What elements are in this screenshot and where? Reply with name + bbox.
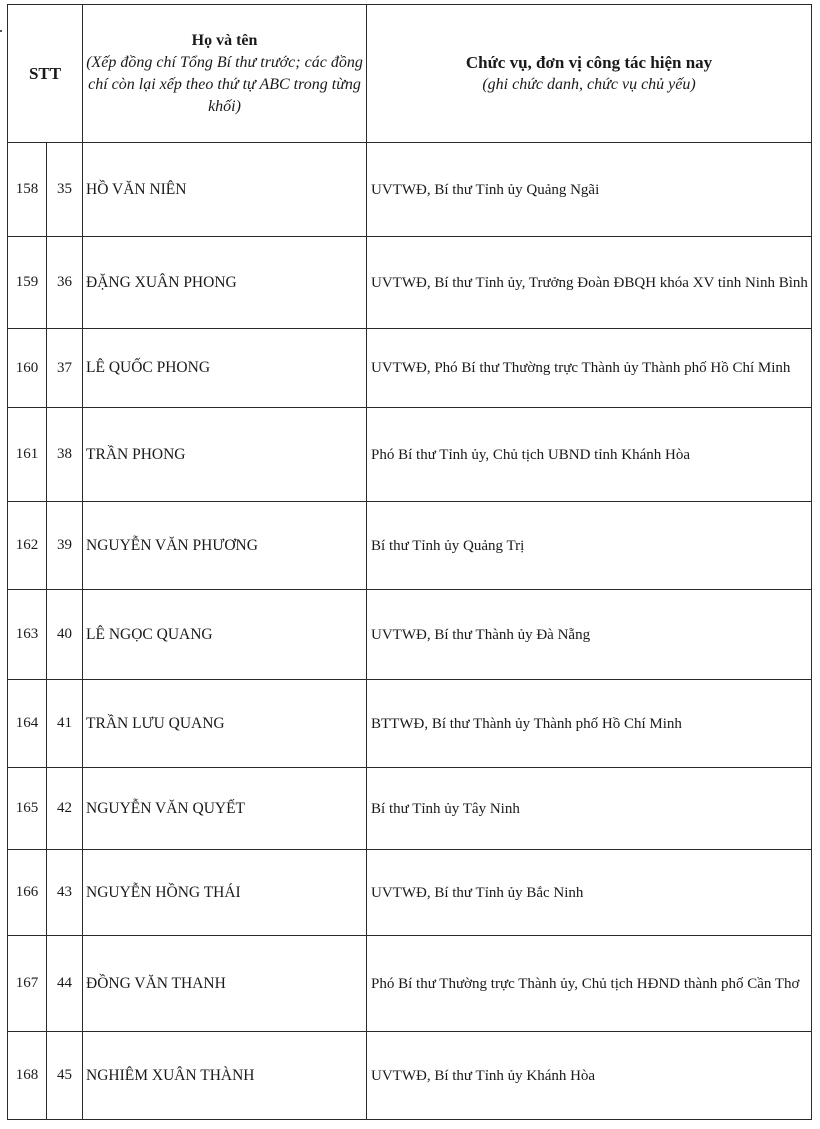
row-stt: 163 — [8, 590, 47, 680]
header-name-note: (Xếp đồng chí Tổng Bí thư trước; các đồng chí còn lại xếp theo thứ tự ABC trong từng khối) — [86, 53, 363, 115]
row-sub-number: 43 — [47, 850, 83, 936]
row-sub-number: 41 — [47, 680, 83, 768]
row-position: Phó Bí thư Thường trực Thành ủy, Chủ tịch HĐND thành phố Cần Thơ — [367, 936, 812, 1032]
row-position: Bí thư Tỉnh ủy Quảng Trị — [367, 502, 812, 590]
row-position: BTTWĐ, Bí thư Thành ủy Thành phố Hồ Chí Minh — [367, 680, 812, 768]
row-stt: 165 — [8, 768, 47, 850]
row-sub-number: 36 — [47, 237, 83, 329]
row-name: NGUYỄN VĂN QUYẾT — [83, 768, 367, 850]
row-position: Bí thư Tỉnh ủy Tây Ninh — [367, 768, 812, 850]
header-position-title: Chức vụ, đơn vị công tác hiện nay — [465, 52, 713, 72]
row-name: NGUYỄN HỒNG THÁI — [83, 850, 367, 936]
row-sub-number: 38 — [47, 408, 83, 502]
row-name: NGUYỄN VĂN PHƯƠNG — [83, 502, 367, 590]
row-stt: 166 — [8, 850, 47, 936]
row-stt: 161 — [8, 408, 47, 502]
row-stt: 167 — [8, 936, 47, 1032]
row-sub-number: 40 — [47, 590, 83, 680]
row-stt: 168 — [8, 1032, 47, 1120]
row-stt: 158 — [8, 143, 47, 237]
row-sub-number: 37 — [47, 329, 83, 408]
table-row — [8, 936, 812, 1032]
table-row — [8, 237, 812, 329]
table-row — [8, 768, 812, 850]
row-position: UVTWĐ, Bí thư Thành ủy Đà Nẵng — [367, 590, 812, 680]
scan-mark — [0, 30, 2, 32]
row-stt: 164 — [8, 680, 47, 768]
row-sub-number: 39 — [47, 502, 83, 590]
header-position-note: (ghi chức danh, chức vụ chủ yếu) — [482, 75, 696, 93]
header-name-title: Họ và tên — [191, 31, 258, 49]
row-sub-number: 45 — [47, 1032, 83, 1120]
row-name: LÊ QUỐC PHONG — [83, 329, 367, 408]
row-stt: 160 — [8, 329, 47, 408]
table-row — [8, 143, 812, 237]
table-row — [8, 329, 812, 408]
row-name: ĐỒNG VĂN THANH — [83, 936, 367, 1032]
table-row — [8, 590, 812, 680]
header-name — [83, 5, 367, 143]
row-stt: 159 — [8, 237, 47, 329]
row-name: HỒ VĂN NIÊN — [83, 143, 367, 237]
row-stt: 162 — [8, 502, 47, 590]
row-position: UVTWĐ, Bí thư Tỉnh ủy, Trưởng Đoàn ĐBQH khóa XV tỉnh Ninh Bình — [367, 237, 812, 329]
row-position: Phó Bí thư Tỉnh ủy, Chủ tịch UBND tỉnh Khánh Hòa — [367, 408, 812, 502]
table-row — [8, 680, 812, 768]
row-sub-number: 44 — [47, 936, 83, 1032]
header-row — [8, 5, 812, 143]
table-row — [8, 408, 812, 502]
row-sub-number: 42 — [47, 768, 83, 850]
table-row — [8, 1032, 812, 1120]
row-position: UVTWĐ, Phó Bí thư Thường trực Thành ủy Thành phố Hồ Chí Minh — [367, 329, 812, 408]
row-name: TRẦN PHONG — [83, 408, 367, 502]
header-position — [367, 5, 812, 143]
row-position: UVTWĐ, Bí thư Tỉnh ủy Bắc Ninh — [367, 850, 812, 936]
table-row — [8, 502, 812, 590]
table-row — [8, 850, 812, 936]
row-name: ĐẶNG XUÂN PHONG — [83, 237, 367, 329]
row-name: NGHIÊM XUÂN THÀNH — [83, 1032, 367, 1120]
row-sub-number: 35 — [47, 143, 83, 237]
row-name: TRẦN LƯU QUANG — [83, 680, 367, 768]
row-position: UVTWĐ, Bí thư Tỉnh ủy Quảng Ngãi — [367, 143, 812, 237]
personnel-table — [7, 4, 812, 1120]
row-position: UVTWĐ, Bí thư Tỉnh ủy Khánh Hòa — [367, 1032, 812, 1120]
row-name: LÊ NGỌC QUANG — [83, 590, 367, 680]
header-stt: STT — [8, 5, 83, 143]
